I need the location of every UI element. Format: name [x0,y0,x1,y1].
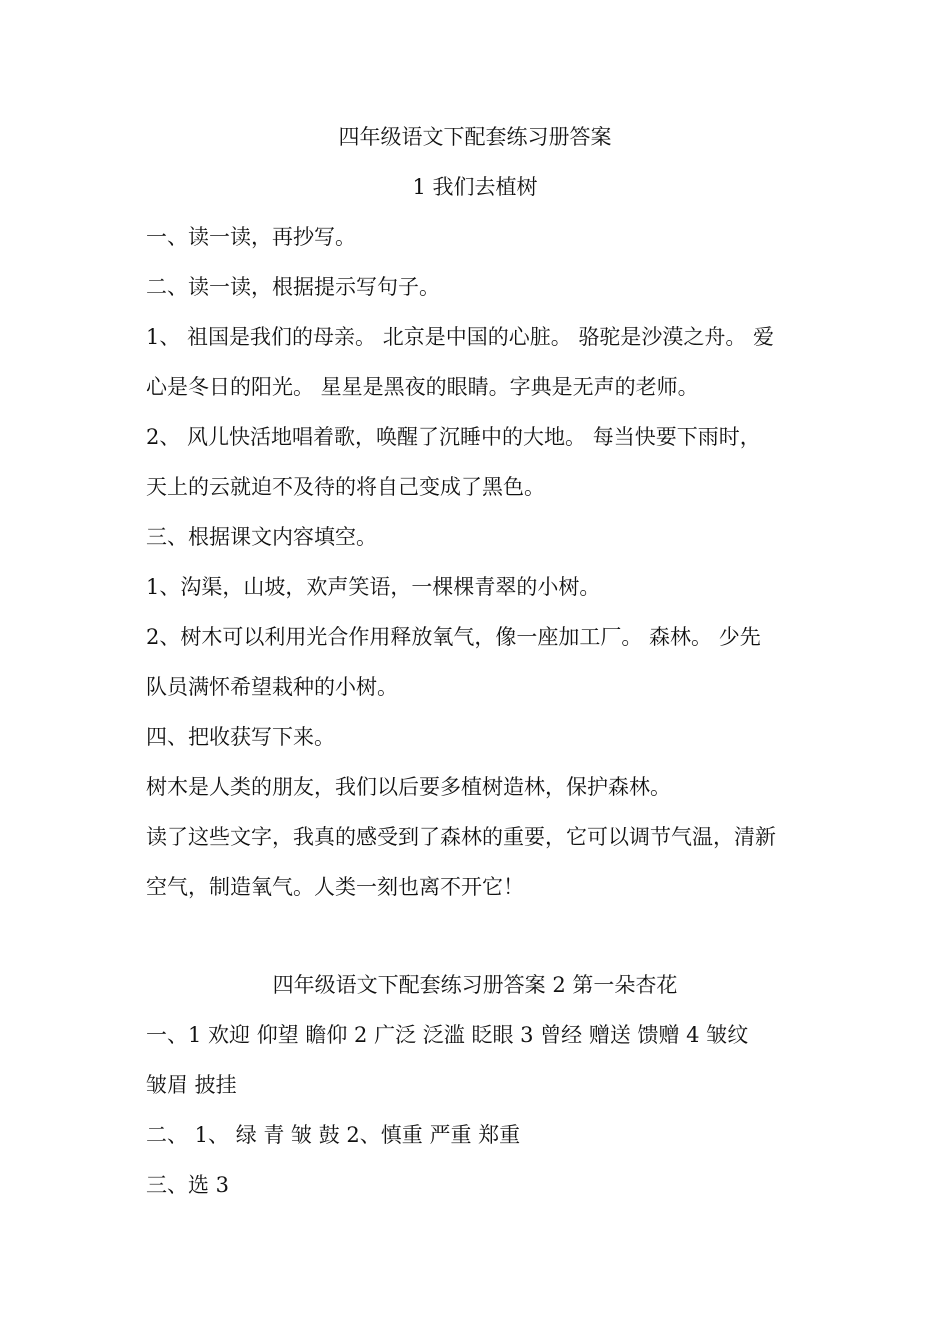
lesson1-section3-item2-line1: 2、树木可以利用光合作用释放氧气，像一座加工厂。 森林。 少先 [146,625,761,649]
lesson2-section1-line1: 一、1 欢迎 仰望 瞻仰 2 广泛 泛滥 眨眼 3 曾经 赠送 馈赠 4 皱纹 [146,1023,749,1047]
lesson1-section2-item2-line1: 2、 风儿快活地唱着歌，唤醒了沉睡中的大地。 每当快要下雨时， [146,425,761,449]
lesson1-paragraph2-line2: 空气，制造氧气。人类一刻也离不开它！ [146,875,524,899]
lesson1-section2-item1-line1: 1、 祖国是我们的母亲。 北京是中国的心脏。 骆驼是沙漠之舟。 爱 [146,325,775,349]
lesson1-section2-item2-line2: 天上的云就迫不及待的将自己变成了黑色。 [146,475,545,499]
lesson2-section3: 三、选 3 [146,1173,230,1197]
lesson1-section3: 三、根据课文内容填空。 [146,525,377,549]
lesson1-section2-item1-line2: 心是冬日的阳光。 星星是黑夜的眼睛。字典是无声的老师。 [146,375,699,399]
document-title: 四年级语文下配套练习册答案 [338,125,612,149]
lesson1-section2: 二、读一读，根据提示写句子。 [146,275,440,299]
lesson2-heading: 四年级语文下配套练习册答案 2 第一朵杏花 [272,973,678,997]
lesson1-section3-item1: 1、沟渠，山坡，欢声笑语，一棵棵青翠的小树。 [146,575,601,599]
lesson2-section1-line2: 皱眉 披挂 [146,1073,237,1097]
lesson1-section4: 四、把收获写下来。 [146,725,335,749]
lesson1-paragraph1: 树木是人类的朋友，我们以后要多植树造林，保护森林。 [146,775,671,799]
lesson2-section2: 二、 1、 绿 青 皱 鼓 2、慎重 严重 郑重 [146,1123,521,1147]
lesson1-section1: 一、读一读，再抄写。 [146,225,356,249]
lesson1-heading: 1 我们去植树 [412,175,538,199]
lesson1-section3-item2-line2: 队员满怀希望栽种的小树。 [146,675,398,699]
lesson1-paragraph2-line1: 读了这些文字，我真的感受到了森林的重要，它可以调节气温，清新 [146,825,776,849]
